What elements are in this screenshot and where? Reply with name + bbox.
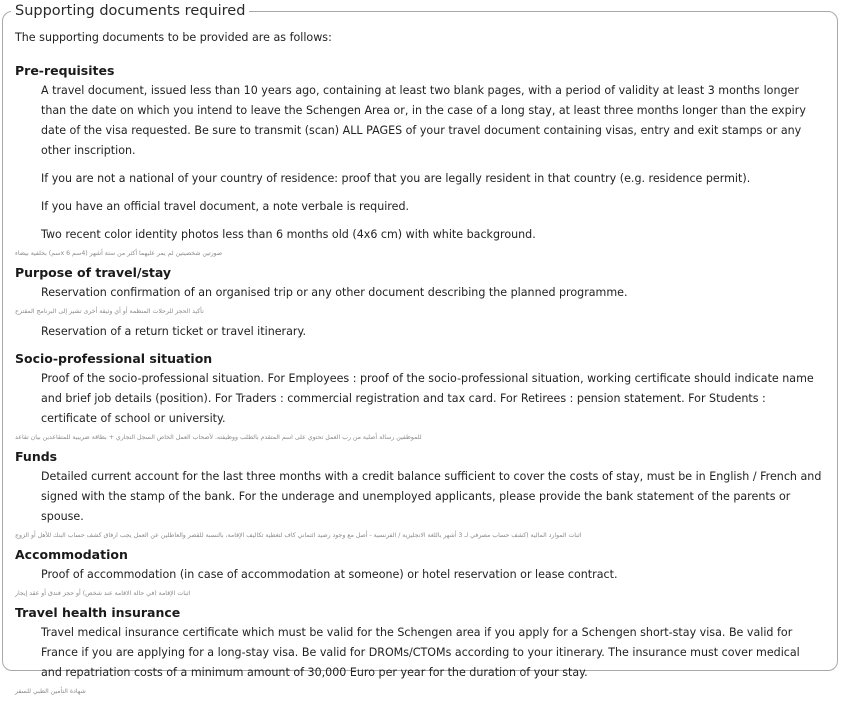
accommodation-proof: Proof of accommodation (in case of accommodation at someone) or hotel reservation or lease contract. [41, 568, 618, 581]
section-socio-professional [15, 350, 823, 442]
section-title-health-insurance: Travel health insurance [15, 605, 181, 620]
prerequisite-residence-proof: If you are not a national of your country of residence: proof that you are legally resident in that country (e.g. residence permit). [41, 172, 751, 185]
section-prerequisites [15, 62, 823, 258]
arabic-note-funds: اثبات الموارد المالية (كشف حساب مصرفي لـ 3 أشهر باللغة الانجليزية / الفرنسية - أصل مع وجود رصيد ائتماني كاف لتغطية تكاليف الإقامة، بالنسبة للقصر والعاطلين عن العمل يجب ارفاق كشف حساب البنك للأهل أو الزوج [15, 532, 582, 539]
prerequisite-note-verbale: If you have an official travel document, a note verbale is required. [41, 200, 410, 213]
panel-legend: Supporting documents required [11, 1, 249, 21]
funds-bank-statement: Detailed current account for the last three months with a credit balance sufficient to cover the costs of stay, must be in English / French and signed with the stamp of the bank. For the underage and unemployed applicants, please provide the bank statement of the parents or spouse. [41, 470, 822, 523]
section-title-accommodation: Accommodation [15, 547, 128, 562]
purpose-return-ticket: Reservation of a return ticket or travel itinerary. [41, 325, 306, 338]
section-title-prerequisites: Pre-requisites [15, 63, 115, 78]
arabic-note-purpose: تأكيد الحجز للرحلات المنظمة أو أي وثيقة أخرى تشير إلى البرنامج المقترح [15, 308, 204, 315]
arabic-note-prerequisites: صورتين شخصيتين لم يمر عليهما أكثر من ستة أشهر (4سم x 6سم) بخلفية بيضاء [15, 250, 223, 257]
purpose-trip-confirmation: Reservation confirmation of an organised trip or any other document describing the planned programme. [41, 286, 628, 299]
section-title-purpose: Purpose of travel/stay [15, 265, 172, 280]
section-funds [15, 448, 823, 540]
section-health-insurance [15, 604, 823, 696]
prerequisite-photos: Two recent color identity photos less than 6 months old (4x6 cm) with white background. [41, 228, 536, 241]
section-title-funds: Funds [15, 449, 58, 464]
section-accommodation [15, 546, 823, 598]
section-purpose [15, 264, 823, 342]
health-insurance-certificate: Travel medical insurance certificate which must be valid for the Schengen area if you apply for a Schengen short-stay visa. Be valid for France if you are applying for a long-stay visa. Be valid for DROMs/CTOMs according to your itinerary. The insurance must cover medical and repatriation costs of a minimum amount of 30,000 Euro per year for the duration of your stay. [41, 626, 800, 679]
documents-content [15, 30, 823, 702]
arabic-note-accommodation: اثبات الإقامة (في حالة الاقامة عند شخص) أو حجز فندق أو عقد إيجار [15, 590, 191, 597]
socio-professional-proof: Proof of the socio-professional situation. For Employees : proof of the socio-professional situation, working certificate should indicate name and brief job details (position). For Traders : commercial registration and tax card. For Retirees : pension statement. For Students : certificate of school or university. [41, 372, 814, 425]
arabic-note-socio-professional: للموظفين رسالة أصلية من رب العمل تحتوي على اسم المتقدم بالطلب ووظيفته. لأصحاب العمل الخاص السجل التجاري + بطاقة ضريبية للمتقاعدين بيان تقاعد [15, 434, 422, 441]
prerequisite-travel-document: A travel document, issued less than 10 years ago, containing at least two blank pages, with a period of validity at least 3 months longer than the date on which you intend to leave the Schengen Area or, in the case of a long stay, at least three months longer than the expiry date of the visa requested. Be sure to transmit (scan) ALL PAGES of your travel document containing visas, entry and exit stamps or any other inscription. [41, 84, 806, 157]
section-title-socio-professional: Socio-professional situation [15, 351, 213, 366]
intro-text: The supporting documents to be provided are as follows: [15, 31, 332, 44]
arabic-note-health-insurance: شهادة التأمين الطبي للسفر [15, 688, 86, 695]
